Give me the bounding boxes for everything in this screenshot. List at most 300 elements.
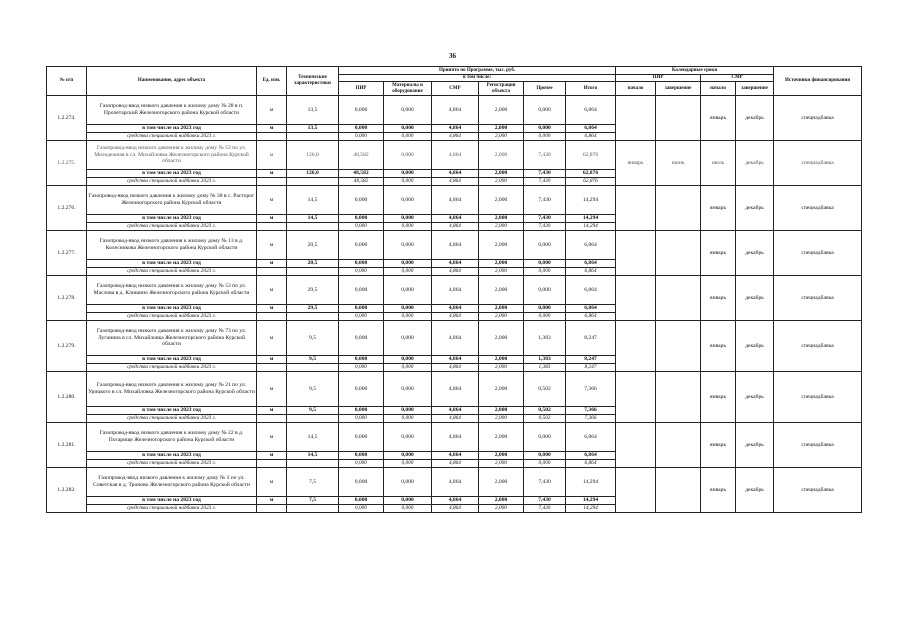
row-num: 1.2.282. [47, 468, 87, 513]
subtotal-total: 6,864 [566, 452, 616, 460]
row-tech: 14,5 [287, 423, 339, 452]
subtotal-unit: м [257, 407, 287, 415]
funding-tech [287, 415, 339, 423]
subtotal-other: 7,430 [524, 170, 566, 178]
row-other: 7,430 [524, 468, 566, 497]
row-pir-end [656, 96, 701, 141]
row-pir-end [656, 468, 701, 513]
row-materials: 0,000 [384, 321, 432, 356]
table-header [47, 67, 862, 96]
funding-smr: 4,864 [432, 223, 479, 231]
row-materials: 0,000 [384, 141, 432, 170]
row-source: спецнадбавка [774, 141, 862, 186]
subtotal-total: 6,864 [566, 260, 616, 268]
row-source: спецнадбавка [774, 468, 862, 513]
header-source: Источники финансирования [774, 67, 862, 96]
row-smr-start: январь [701, 186, 736, 231]
row-object-name: Газопровод-ввод низкого давления к жилому дому № 73 по ул. Луганина в сл. Михайловка Железногорского района Курской области [87, 321, 257, 356]
subtotal-other: 0,000 [524, 125, 566, 133]
row-other: 7,430 [524, 186, 566, 215]
header-materials: Материалы и оборудование [384, 82, 432, 96]
row-tech: 126,0 [287, 141, 339, 170]
funding-label: средства специальной надбавки 2023 г. [87, 505, 257, 513]
funding-total: 6,864 [566, 133, 616, 141]
header-pir-start: начало [616, 82, 656, 96]
funding-other: 0,502 [524, 415, 566, 423]
row-tech: 29,5 [287, 276, 339, 305]
row-registration: 2,000 [479, 468, 524, 497]
subtotal-other: 0,000 [524, 305, 566, 313]
row-tech: 9,5 [287, 321, 339, 356]
subtotal-registration: 2,000 [479, 407, 524, 415]
header-financing: Принято по Программе, тыс. руб. [339, 67, 616, 75]
funding-total: 7,366 [566, 415, 616, 423]
funding-unit [257, 178, 287, 186]
funding-unit [257, 415, 287, 423]
row-num: 1.2.277. [47, 231, 87, 276]
row-pir-start: январь [616, 141, 656, 186]
funding-materials: 0,000 [384, 460, 432, 468]
row-total: 14,294 [566, 468, 616, 497]
row-pir-end [656, 276, 701, 321]
subtotal-label: в том числе на 2023 год [87, 260, 257, 268]
subtotal-registration: 2,000 [479, 452, 524, 460]
funding-other: 0,000 [524, 268, 566, 276]
row-unit: м [257, 231, 287, 260]
row-pir: 0,000 [339, 372, 384, 407]
funding-label: средства специальной надбавки 2023 г. [87, 268, 257, 276]
row-unit: м [257, 321, 287, 356]
row-smr: 4,864 [432, 276, 479, 305]
subtotal-smr: 4,864 [432, 452, 479, 460]
table-row [47, 186, 862, 215]
funding-other: 1,383 [524, 364, 566, 372]
funding-other: 7,430 [524, 223, 566, 231]
table-body [47, 96, 862, 513]
funding-unit [257, 268, 287, 276]
subtotal-label: в том числе на 2023 год [87, 356, 257, 364]
row-pir: 48,582 [339, 141, 384, 170]
subtotal-pir: 0,000 [339, 260, 384, 268]
row-num: 1.2.275. [47, 141, 87, 186]
row-source: спецнадбавка [774, 372, 862, 423]
row-tech: 20,5 [287, 231, 339, 260]
subtotal-tech: 14,5 [287, 452, 339, 460]
row-pir-start [616, 96, 656, 141]
subtotal-registration: 2,000 [479, 215, 524, 223]
row-smr-start: январь [701, 423, 736, 468]
row-smr-start: январь [701, 96, 736, 141]
row-smr-start: январь [701, 321, 736, 372]
subtotal-materials: 0,000 [384, 170, 432, 178]
row-source: спецнадбавка [774, 321, 862, 372]
funding-total: 6,864 [566, 313, 616, 321]
row-other: 0,502 [524, 372, 566, 407]
row-other: 0,000 [524, 231, 566, 260]
row-unit: м [257, 276, 287, 305]
subtotal-tech: 126,0 [287, 170, 339, 178]
row-pir: 0,000 [339, 321, 384, 356]
funding-total: 6,864 [566, 460, 616, 468]
subtotal-materials: 0,000 [384, 407, 432, 415]
subtotal-pir: 48,582 [339, 170, 384, 178]
funding-other: 0,000 [524, 313, 566, 321]
funding-other: 0,000 [524, 133, 566, 141]
subtotal-label: в том числе на 2023 год [87, 215, 257, 223]
header-smr-end: завершение [736, 82, 774, 96]
subtotal-total: 62,876 [566, 170, 616, 178]
funding-materials: 0,000 [384, 313, 432, 321]
funding-smr: 4,864 [432, 268, 479, 276]
funding-tech [287, 223, 339, 231]
funding-total: 8,247 [566, 364, 616, 372]
funding-smr: 4,864 [432, 505, 479, 513]
page-number: 36 [449, 52, 456, 60]
subtotal-pir: 0,000 [339, 125, 384, 133]
row-other: 0,000 [524, 96, 566, 125]
row-source: спецнадбавка [774, 186, 862, 231]
row-num: 1.2.274. [47, 96, 87, 141]
row-object-name: Газопровод-ввод низкого давления к жилому дому № 53 по ул. Молодежная в сл. Михайловка Железногорского района Курской области [87, 141, 257, 170]
row-object-name: Газопровод-ввод низкого давления к жилому дому № 3 по ул. Советская в д. Троново Железногорского района Курской области [87, 468, 257, 497]
subtotal-label: в том числе на 2023 год [87, 170, 257, 178]
row-smr: 4,864 [432, 321, 479, 356]
table-row [47, 141, 862, 170]
row-tech: 9,5 [287, 372, 339, 407]
row-smr: 4,864 [432, 468, 479, 497]
subtotal-unit: м [257, 170, 287, 178]
row-materials: 0,000 [384, 276, 432, 305]
row-pir-start [616, 276, 656, 321]
table-row [47, 468, 862, 497]
header-cal-pir: ПИР [616, 75, 701, 82]
table-row [47, 276, 862, 305]
funding-pir: 0,000 [339, 313, 384, 321]
subtotal-pir: 0,000 [339, 356, 384, 364]
row-pir-end: июнь [656, 141, 701, 186]
row-smr: 4,864 [432, 141, 479, 170]
subtotal-registration: 2,000 [479, 356, 524, 364]
funding-unit [257, 313, 287, 321]
funding-pir: 48,582 [339, 178, 384, 186]
subtotal-total: 7,366 [566, 407, 616, 415]
row-total: 62,876 [566, 141, 616, 170]
row-unit: м [257, 468, 287, 497]
subtotal-unit: м [257, 452, 287, 460]
row-pir-end [656, 372, 701, 423]
row-pir-end [656, 231, 701, 276]
funding-smr: 4,864 [432, 364, 479, 372]
header-pir: ПИР [339, 82, 384, 96]
subtotal-other: 0,000 [524, 452, 566, 460]
row-num: 1.2.280. [47, 372, 87, 423]
subtotal-smr: 4,864 [432, 215, 479, 223]
table-row [47, 231, 862, 260]
subtotal-total: 6,864 [566, 305, 616, 313]
row-total: 6,864 [566, 423, 616, 452]
row-other: 1,383 [524, 321, 566, 356]
funding-total: 14,294 [566, 223, 616, 231]
header-tech: Технические характеристики [287, 67, 339, 96]
row-pir-end [656, 423, 701, 468]
subtotal-registration: 2,000 [479, 170, 524, 178]
header-total: Итого [566, 82, 616, 96]
subtotal-unit: м [257, 125, 287, 133]
subtotal-unit: м [257, 356, 287, 364]
funding-registration: 2,000 [479, 268, 524, 276]
funding-label: средства специальной надбавки 2023 г. [87, 178, 257, 186]
row-smr-end: декабрь [736, 276, 774, 321]
funding-materials: 0,000 [384, 415, 432, 423]
row-num: 1.2.276. [47, 186, 87, 231]
subtotal-tech: 13,5 [287, 125, 339, 133]
subtotal-total: 14,294 [566, 215, 616, 223]
subtotal-unit: м [257, 305, 287, 313]
row-unit: м [257, 96, 287, 125]
row-smr-start: январь [701, 372, 736, 423]
row-num: 1.2.281. [47, 423, 87, 468]
funding-materials: 0,000 [384, 364, 432, 372]
row-materials: 0,000 [384, 96, 432, 125]
row-pir: 0,000 [339, 186, 384, 215]
funding-tech [287, 178, 339, 186]
funding-smr: 4,864 [432, 133, 479, 141]
row-total: 6,864 [566, 96, 616, 125]
subtotal-other: 7,430 [524, 497, 566, 505]
row-source: спецнадбавка [774, 96, 862, 141]
header-pir-end: завершение [656, 82, 701, 96]
funding-unit [257, 133, 287, 141]
funding-materials: 0,000 [384, 178, 432, 186]
row-tech: 14,5 [287, 186, 339, 215]
subtotal-registration: 2,000 [479, 260, 524, 268]
row-pir: 0,000 [339, 231, 384, 260]
subtotal-tech: 29,5 [287, 305, 339, 313]
row-registration: 2,000 [479, 276, 524, 305]
funding-smr: 4,864 [432, 313, 479, 321]
funding-pir: 0,000 [339, 133, 384, 141]
row-pir: 0,000 [339, 468, 384, 497]
subtotal-unit: м [257, 497, 287, 505]
row-materials: 0,000 [384, 468, 432, 497]
row-pir: 0,000 [339, 96, 384, 125]
subtotal-other: 0,502 [524, 407, 566, 415]
row-registration: 2,000 [479, 231, 524, 260]
funding-other: 7,430 [524, 505, 566, 513]
row-smr: 4,864 [432, 231, 479, 260]
funding-label: средства специальной надбавки 2023 г. [87, 313, 257, 321]
row-object-name: Газопровод-ввод низкого давления к жилому дому № 22 в д. Погарище Железногорского района Курской области [87, 423, 257, 452]
funding-pir: 0,000 [339, 268, 384, 276]
funding-pir: 0,000 [339, 415, 384, 423]
funding-registration: 2,000 [479, 178, 524, 186]
subtotal-pir: 0,000 [339, 452, 384, 460]
row-smr-start: январь [701, 231, 736, 276]
subtotal-smr: 4,864 [432, 497, 479, 505]
row-other: 7,430 [524, 141, 566, 170]
row-registration: 2,000 [479, 186, 524, 215]
row-unit: м [257, 141, 287, 170]
funding-pir: 0,000 [339, 505, 384, 513]
subtotal-tech: 7,5 [287, 497, 339, 505]
row-smr-end: декабрь [736, 423, 774, 468]
header-smr-start: начало [701, 82, 736, 96]
row-pir-start [616, 186, 656, 231]
row-smr-end: декабрь [736, 321, 774, 372]
funding-pir: 0,000 [339, 364, 384, 372]
funding-unit [257, 223, 287, 231]
row-pir: 0,000 [339, 276, 384, 305]
row-pir-start [616, 372, 656, 423]
funding-label: средства специальной надбавки 2023 г. [87, 460, 257, 468]
row-object-name: Газопровод-ввод низкого давления к жилому дому № 53 по ул. Маслова в д. Клишино Железногорского района Курской области [87, 276, 257, 305]
row-object-name: Газопровод-ввод низкого давления к жилому дому № 38 в с. Расторог Железногорского района Курской области [87, 186, 257, 215]
row-smr-end: декабрь [736, 231, 774, 276]
subtotal-smr: 4,864 [432, 260, 479, 268]
funding-smr: 4,864 [432, 415, 479, 423]
header-other: Прочее [524, 82, 566, 96]
row-source: спецнадбавка [774, 423, 862, 468]
funding-materials: 0,000 [384, 133, 432, 141]
subtotal-materials: 0,000 [384, 260, 432, 268]
header-smr: СМР [432, 82, 479, 96]
header-num: № п/п [47, 67, 87, 96]
row-smr-start: январь [701, 276, 736, 321]
row-num: 1.2.279. [47, 321, 87, 372]
subtotal-tech: 9,5 [287, 356, 339, 364]
funding-total: 62,876 [566, 178, 616, 186]
row-total: 7,366 [566, 372, 616, 407]
funding-other: 0,000 [524, 460, 566, 468]
row-materials: 0,000 [384, 372, 432, 407]
row-registration: 2,000 [479, 372, 524, 407]
funding-unit [257, 460, 287, 468]
row-registration: 2,000 [479, 96, 524, 125]
funding-unit [257, 364, 287, 372]
funding-registration: 2,000 [479, 415, 524, 423]
row-smr-end: декабрь [736, 96, 774, 141]
subtotal-materials: 0,000 [384, 356, 432, 364]
row-total: 8,247 [566, 321, 616, 356]
subtotal-tech: 14,5 [287, 215, 339, 223]
row-pir-start [616, 423, 656, 468]
subtotal-smr: 4,864 [432, 356, 479, 364]
row-smr: 4,864 [432, 423, 479, 452]
subtotal-pir: 0,000 [339, 305, 384, 313]
program-table [46, 66, 862, 513]
funding-pir: 0,000 [339, 223, 384, 231]
row-pir-start [616, 231, 656, 276]
subtotal-materials: 0,000 [384, 305, 432, 313]
funding-materials: 0,000 [384, 268, 432, 276]
subtotal-other: 0,000 [524, 260, 566, 268]
funding-smr: 4,864 [432, 460, 479, 468]
subtotal-registration: 2,000 [479, 497, 524, 505]
header-including: в том числе: [339, 75, 616, 82]
row-pir: 0,000 [339, 423, 384, 452]
funding-tech [287, 460, 339, 468]
subtotal-pir: 0,000 [339, 215, 384, 223]
funding-label: средства специальной надбавки 2023 г. [87, 133, 257, 141]
row-tech: 7,5 [287, 468, 339, 497]
row-smr-start: январь [701, 468, 736, 513]
subtotal-other: 7,430 [524, 215, 566, 223]
funding-registration: 2,000 [479, 223, 524, 231]
row-materials: 0,000 [384, 423, 432, 452]
subtotal-smr: 4,864 [432, 407, 479, 415]
funding-registration: 2,000 [479, 364, 524, 372]
subtotal-label: в том числе на 2023 год [87, 407, 257, 415]
row-smr-end: декабрь [736, 186, 774, 231]
funding-registration: 2,000 [479, 505, 524, 513]
header-unit: Ед. изм. [257, 67, 287, 96]
row-smr-end: декабрь [736, 372, 774, 423]
subtotal-materials: 0,000 [384, 215, 432, 223]
table-row [47, 321, 862, 356]
row-registration: 2,000 [479, 423, 524, 452]
row-unit: м [257, 372, 287, 407]
table-row [47, 372, 862, 407]
row-smr: 4,864 [432, 372, 479, 407]
subtotal-registration: 2,000 [479, 125, 524, 133]
subtotal-label: в том числе на 2023 год [87, 452, 257, 460]
row-unit: м [257, 186, 287, 215]
subtotal-unit: м [257, 215, 287, 223]
row-smr-end: декабрь [736, 141, 774, 186]
header-calendar: Календарные сроки [616, 67, 774, 75]
subtotal-total: 6,864 [566, 125, 616, 133]
row-pir-start [616, 321, 656, 372]
row-object-name: Газопровод-ввод низкого давления к жилому дому № 28 в п. Пролетарский Железногорского района Курской области [87, 96, 257, 125]
row-object-name: Газопровод-ввод низкого давления к жилому дому № 21 по ул. Урицкого в сл. Михайловка Железногорского района Курской области [87, 372, 257, 407]
table-row [47, 423, 862, 452]
funding-tech [287, 364, 339, 372]
subtotal-materials: 0,000 [384, 452, 432, 460]
funding-tech [287, 505, 339, 513]
funding-tech [287, 313, 339, 321]
row-tech: 13,5 [287, 96, 339, 125]
funding-registration: 2,000 [479, 460, 524, 468]
subtotal-tech: 20,5 [287, 260, 339, 268]
header-name: Наименование, адрес объекта [87, 67, 257, 96]
funding-pir: 0,000 [339, 460, 384, 468]
row-smr-end: декабрь [736, 468, 774, 513]
subtotal-unit: м [257, 260, 287, 268]
subtotal-total: 8,247 [566, 356, 616, 364]
funding-label: средства специальной надбавки 2023 г. [87, 223, 257, 231]
funding-other: 7,430 [524, 178, 566, 186]
funding-total: 14,294 [566, 505, 616, 513]
row-pir-start [616, 468, 656, 513]
row-total: 6,864 [566, 231, 616, 260]
row-total: 6,864 [566, 276, 616, 305]
row-pir-end [656, 321, 701, 372]
subtotal-smr: 4,864 [432, 170, 479, 178]
subtotal-materials: 0,000 [384, 125, 432, 133]
header-registration: Регистрация объекта [479, 82, 524, 96]
funding-total: 6,864 [566, 268, 616, 276]
funding-tech [287, 133, 339, 141]
row-other: 0,000 [524, 276, 566, 305]
row-num: 1.2.278. [47, 276, 87, 321]
row-other: 0,000 [524, 423, 566, 452]
funding-label: средства специальной надбавки 2023 г. [87, 415, 257, 423]
subtotal-registration: 2,000 [479, 305, 524, 313]
subtotal-tech: 9,5 [287, 407, 339, 415]
header-cal-smr: СМР [701, 75, 774, 82]
subtotal-pir: 0,000 [339, 497, 384, 505]
funding-tech [287, 268, 339, 276]
